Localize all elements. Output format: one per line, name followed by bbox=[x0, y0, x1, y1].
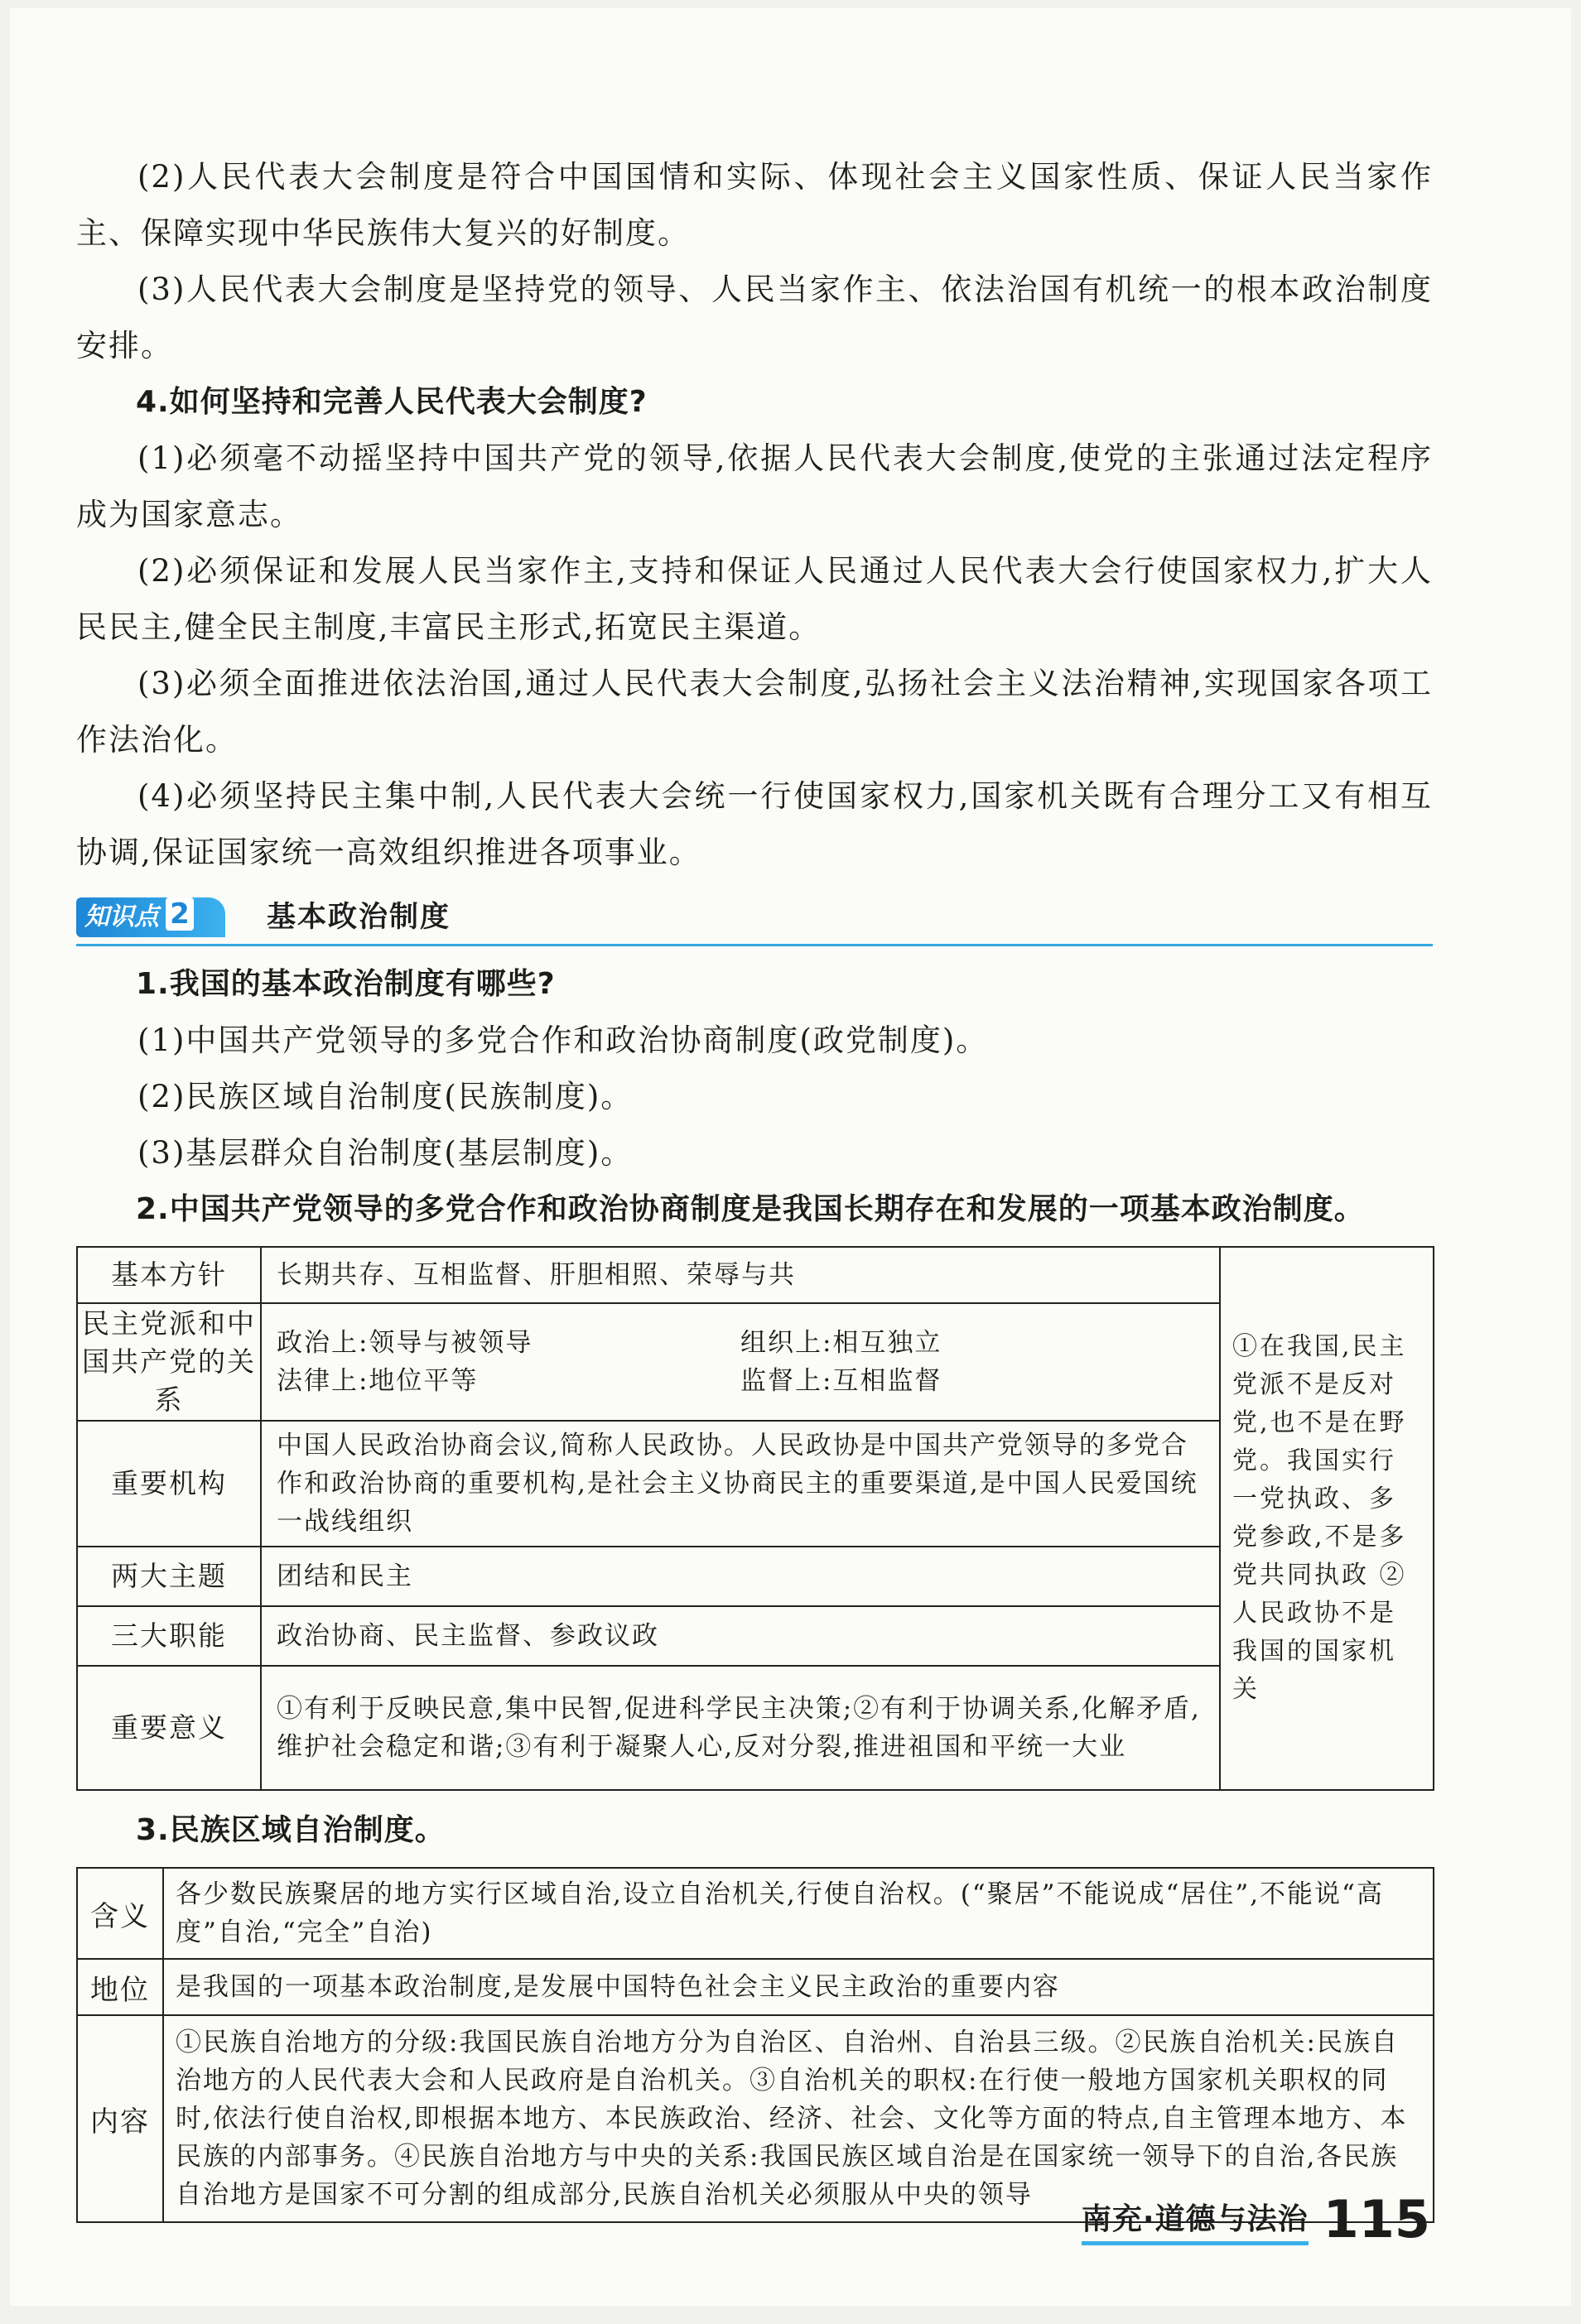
table-label-relations: 民主党派和中国共产党的关系 bbox=[77, 1303, 261, 1421]
q4-item-2: (2)必须保证和发展人民当家作主,支持和保证人民通过人民代表大会行使国家权力,扩大人民民主,健全民主制度,丰富民主形式,拓宽民主渠道。 bbox=[76, 553, 1433, 645]
document-page bbox=[10, 8, 1571, 2306]
ethnic-autonomy-table bbox=[76, 1867, 1434, 2223]
knowledge-point-title: 基本政治制度 bbox=[267, 901, 451, 934]
table-value-status: 是我国的一项基本政治制度,是发展中国特色社会主义民主政治的重要内容 bbox=[163, 1959, 1434, 2015]
knowledge-point-badge-label: 知识点 bbox=[84, 902, 159, 931]
page-footer bbox=[1081, 2189, 1430, 2249]
table-label-basic-policy: 基本方针 bbox=[77, 1247, 261, 1303]
q4-item-1: (1)必须毫不动摇坚持中国共产党的领导,依据人民代表大会制度,使党的主张通过法定程序成为国家意志。 bbox=[76, 440, 1433, 532]
s1-item-2: (2)民族区域自治制度(民族制度)。 bbox=[137, 1079, 634, 1114]
knowledge-point-badge bbox=[76, 897, 225, 937]
table-label-content: 内容 bbox=[77, 2015, 163, 2222]
section-3-heading: 3.民族区域自治制度。 bbox=[136, 1813, 446, 1847]
relation-organizational: 组织上:相互独立 bbox=[740, 1328, 942, 1358]
table-value-relations bbox=[261, 1303, 1220, 1421]
knowledge-point-bar bbox=[76, 893, 1433, 946]
page-content bbox=[76, 149, 1433, 2223]
table-value-themes: 团结和民主 bbox=[261, 1547, 1220, 1606]
table-label-status: 地位 bbox=[77, 1959, 163, 2015]
intro-paragraph-2: (2)人民代表大会制度是符合中国国情和实际、体现社会主义国家性质、保证人民当家作主、保障实现中华民族伟大复兴的好制度。 bbox=[76, 159, 1433, 251]
page-number: 115 bbox=[1323, 2189, 1430, 2249]
table-side-note: ①在我国,民主党派不是反对党,也不是在野党。我国实行一党执政、多党参政,不是多党共同执政 ②人民政协不是我国的国家机关 bbox=[1220, 1247, 1434, 1790]
table-value-institution: 中国人民政治协商会议,简称人民政协。人民政协是中国共产党领导的多党合作和政治协商的重要机构,是社会主义协商民主的重要渠道,是中国人民爱国统一战线组织 bbox=[261, 1421, 1220, 1547]
footer-book-title: 南充·道德与法治 bbox=[1082, 2196, 1309, 2245]
table-value-significance: ①有利于反映民意,集中民智,促进科学民主决策;②有利于协调关系,化解矛盾,维护社会稳定和谐;③有利于凝聚人心,反对分裂,推进祖国和平统一大业 bbox=[261, 1666, 1220, 1790]
party-system-table bbox=[76, 1246, 1434, 1791]
table-label-significance: 重要意义 bbox=[77, 1666, 261, 1790]
table-label-institution: 重要机构 bbox=[77, 1421, 261, 1547]
table-label-themes: 两大主题 bbox=[77, 1547, 261, 1606]
relation-legal: 法律上:地位平等 bbox=[276, 1366, 479, 1396]
q4-item-4: (4)必须坚持民主集中制,人民代表大会统一行使国家权力,国家机关既有合理分工又有相互协调,保证国家统一高效组织推进各项事业。 bbox=[76, 778, 1433, 870]
section-2-heading: 2.中国共产党领导的多党合作和政治协商制度是我国长期存在和发展的一项基本政治制度。 bbox=[136, 1192, 1365, 1226]
table-value-content: ①民族自治地方的分级:我国民族自治地方分为自治区、自治州、自治县三级。②民族自治机关:民族自治地方的人民代表大会和人民政府是自治机关。③自治机关的职权:在行使一般地方国家机关职权的同时,依法行使自治权,即根据本地方、本民族政治、经济、社会、文化等方面的特点,自主管理本地方、本民族的内部事务。④民族自治地方与中央的关系:我国民族区域自治是在国家统一领导下的自治,各民族自治地方是国家不可分割的组成部分,民族自治机关必须服从中央的领导 bbox=[163, 2015, 1434, 2222]
table-value-functions: 政治协商、民主监督、参政议政 bbox=[261, 1606, 1220, 1666]
knowledge-point-number: 2 bbox=[166, 897, 194, 931]
s1-item-1: (1)中国共产党领导的多党合作和政治协商制度(政党制度)。 bbox=[137, 1022, 989, 1058]
q4-item-3: (3)必须全面推进依法治国,通过人民代表大会制度,弘扬社会主义法治精神,实现国家各项工作法治化。 bbox=[76, 666, 1433, 758]
relation-supervision: 监督上:互相监督 bbox=[740, 1366, 942, 1396]
question-4-heading: 4.如何坚持和完善人民代表大会制度? bbox=[136, 385, 648, 419]
table-value-meaning: 各少数民族聚居的地方实行区域自治,设立自治机关,行使自治权。(“聚居”不能说成“居住”,不能说“高度”自治,“完全”自治) bbox=[163, 1868, 1434, 1959]
table-label-meaning: 含义 bbox=[77, 1868, 163, 1959]
intro-paragraph-3: (3)人民代表大会制度是坚持党的领导、人民当家作主、依法治国有机统一的根本政治制度安排。 bbox=[76, 272, 1433, 363]
section-1-heading: 1.我国的基本政治制度有哪些? bbox=[136, 967, 556, 1001]
relation-political: 政治上:领导与被领导 bbox=[276, 1328, 533, 1358]
table-value-basic-policy: 长期共存、互相监督、肝胆相照、荣辱与共 bbox=[261, 1247, 1220, 1303]
table-label-functions: 三大职能 bbox=[77, 1606, 261, 1666]
s1-item-3: (3)基层群众自治制度(基层制度)。 bbox=[137, 1135, 634, 1171]
